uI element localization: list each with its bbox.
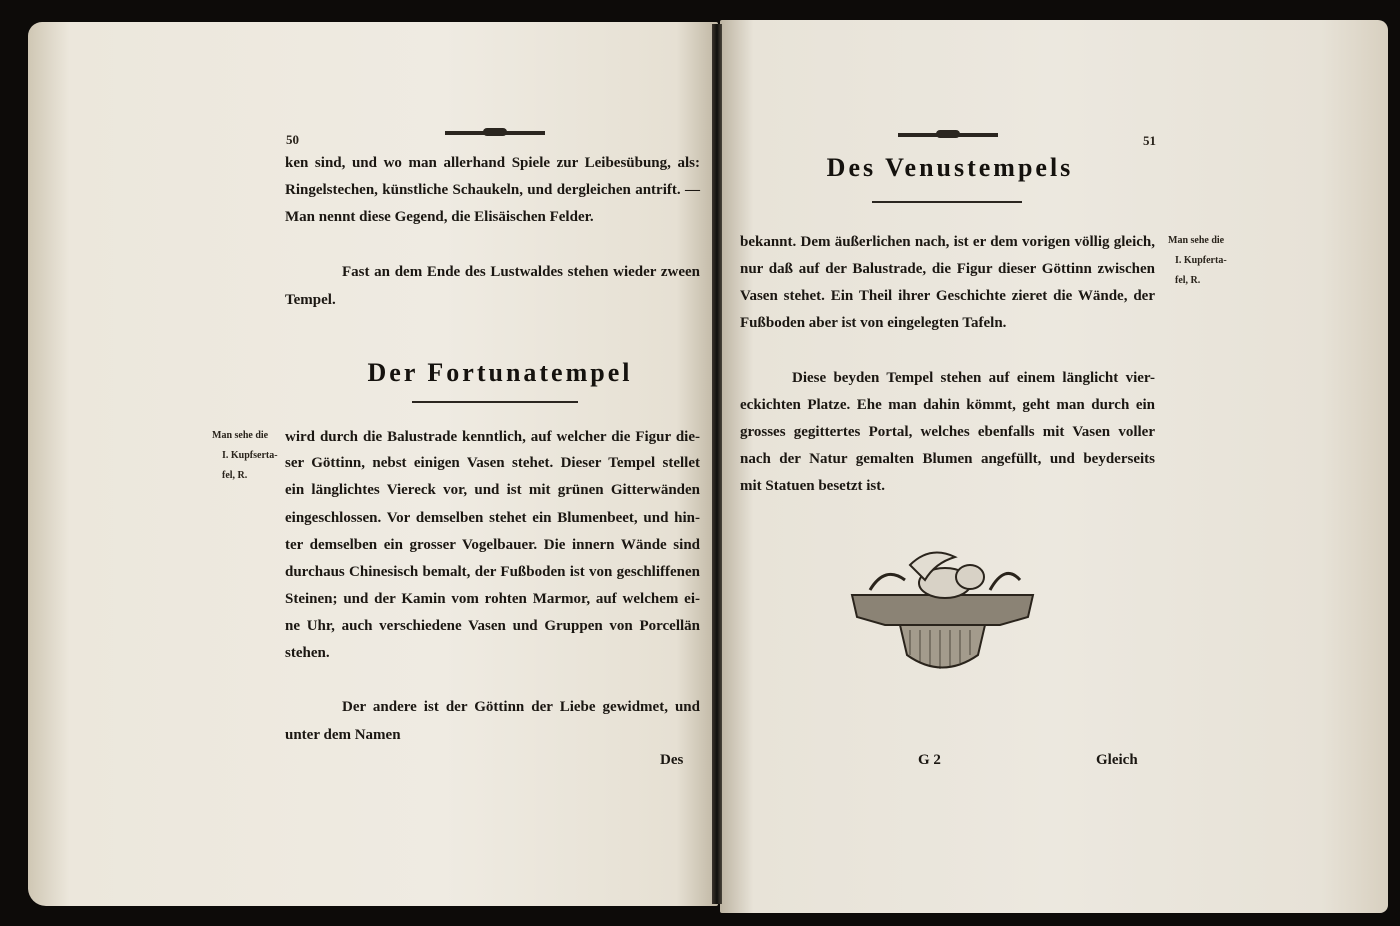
page-number: 51: [1143, 133, 1156, 148]
margin-note: Man sehe die: [212, 430, 269, 441]
book-gutter: [712, 24, 722, 904]
header-ornament: [898, 133, 998, 137]
margin-note: fel, R.: [1175, 275, 1201, 286]
text-line: Fußboden aber ist von eingelegten Tafeln.: [740, 315, 1007, 331]
section-heading: Des Venustempels: [826, 153, 1074, 182]
text-line: Fast an dem Ende des Lustwaldes stehen wieder zween: [342, 264, 700, 280]
text-line: ter demselben ein grosser Vogelbauer. Die innern Wände sind: [285, 537, 700, 553]
text-line: ein länglichtes Viereck vor, und ist mit grünen Gitterwänden: [285, 482, 700, 498]
text-line: durchaus Chinesisch bemalt, der Fußboden ist von geschliffenen: [285, 564, 700, 580]
text-line: Steinen; und der Kamin vom rohten Marmor, auf welchem ei-: [285, 591, 700, 607]
text-line: ne Uhr, auch verschiedene Vasen und Gruppen von Porcellän: [285, 618, 700, 634]
text-line: Ringelstechen, künstliche Schaukeln, und dergleichen antrift. —: [285, 182, 700, 198]
header-ornament: [445, 131, 545, 135]
margin-note: Man sehe die: [1168, 235, 1225, 246]
text-line: ken sind, und wo man allerhand Spiele zur Leibesübung, als:: [285, 155, 700, 171]
heading-rule: [872, 201, 1022, 203]
catchword: Des: [660, 752, 684, 768]
signature-mark: G 2: [918, 752, 941, 768]
page-number: 50: [286, 132, 299, 147]
text-line: eckichten Platze. Ehe man dahin kömmt, geht man durch ein: [740, 397, 1155, 413]
text-line: Diese beyden Tempel stehen auf einem länglicht vier-: [792, 370, 1155, 386]
margin-note: I. Kupfserta-: [222, 450, 278, 461]
text-line: grosses gegittertes Portal, welches ebenfalls mit Vasen voller: [740, 424, 1155, 440]
text-line: nach der Natur gemalten Blumen angefüllt, und beyderseits: [740, 451, 1155, 467]
heading-rule: [412, 401, 578, 403]
text-line: eingeschlossen. Vor demselben stehet ein Blumenbeet, und hin-: [285, 510, 700, 526]
text-line: Der andere ist der Göttinn der Liebe gewidmet, und: [342, 699, 700, 715]
text-line: wird durch die Balustrade kenntlich, auf welcher die Figur die-: [285, 429, 700, 445]
text-line: Vasen stehet. Ein Theil ihrer Geschichte zieret die Wände, der: [740, 288, 1155, 304]
text-line: ser Göttinn, nebst einigen Vasen stehet. Dieser Tempel stellet: [285, 455, 700, 471]
text-line: bekannt. Dem äußerlichen nach, ist er dem vorigen völlig gleich,: [740, 234, 1155, 250]
text-line: Man nennt diese Gegend, die Elisäischen Felder.: [285, 209, 594, 225]
text-line: mit Statuen besetzt ist.: [740, 478, 885, 494]
text-line: Tempel.: [285, 292, 336, 308]
margin-note: I. Kupferta-: [1175, 255, 1227, 266]
text-line: unter dem Namen: [285, 727, 401, 743]
doves-vignette-illustration: [850, 545, 1035, 680]
section-heading: Der Fortunatempel: [367, 358, 633, 387]
catchword: Gleich: [1096, 752, 1138, 768]
margin-note: fel, R.: [222, 470, 248, 481]
text-line: nur daß auf der Balustrade, die Figur dieser Göttinn zwischen: [740, 261, 1155, 277]
text-line: stehen.: [285, 645, 330, 661]
